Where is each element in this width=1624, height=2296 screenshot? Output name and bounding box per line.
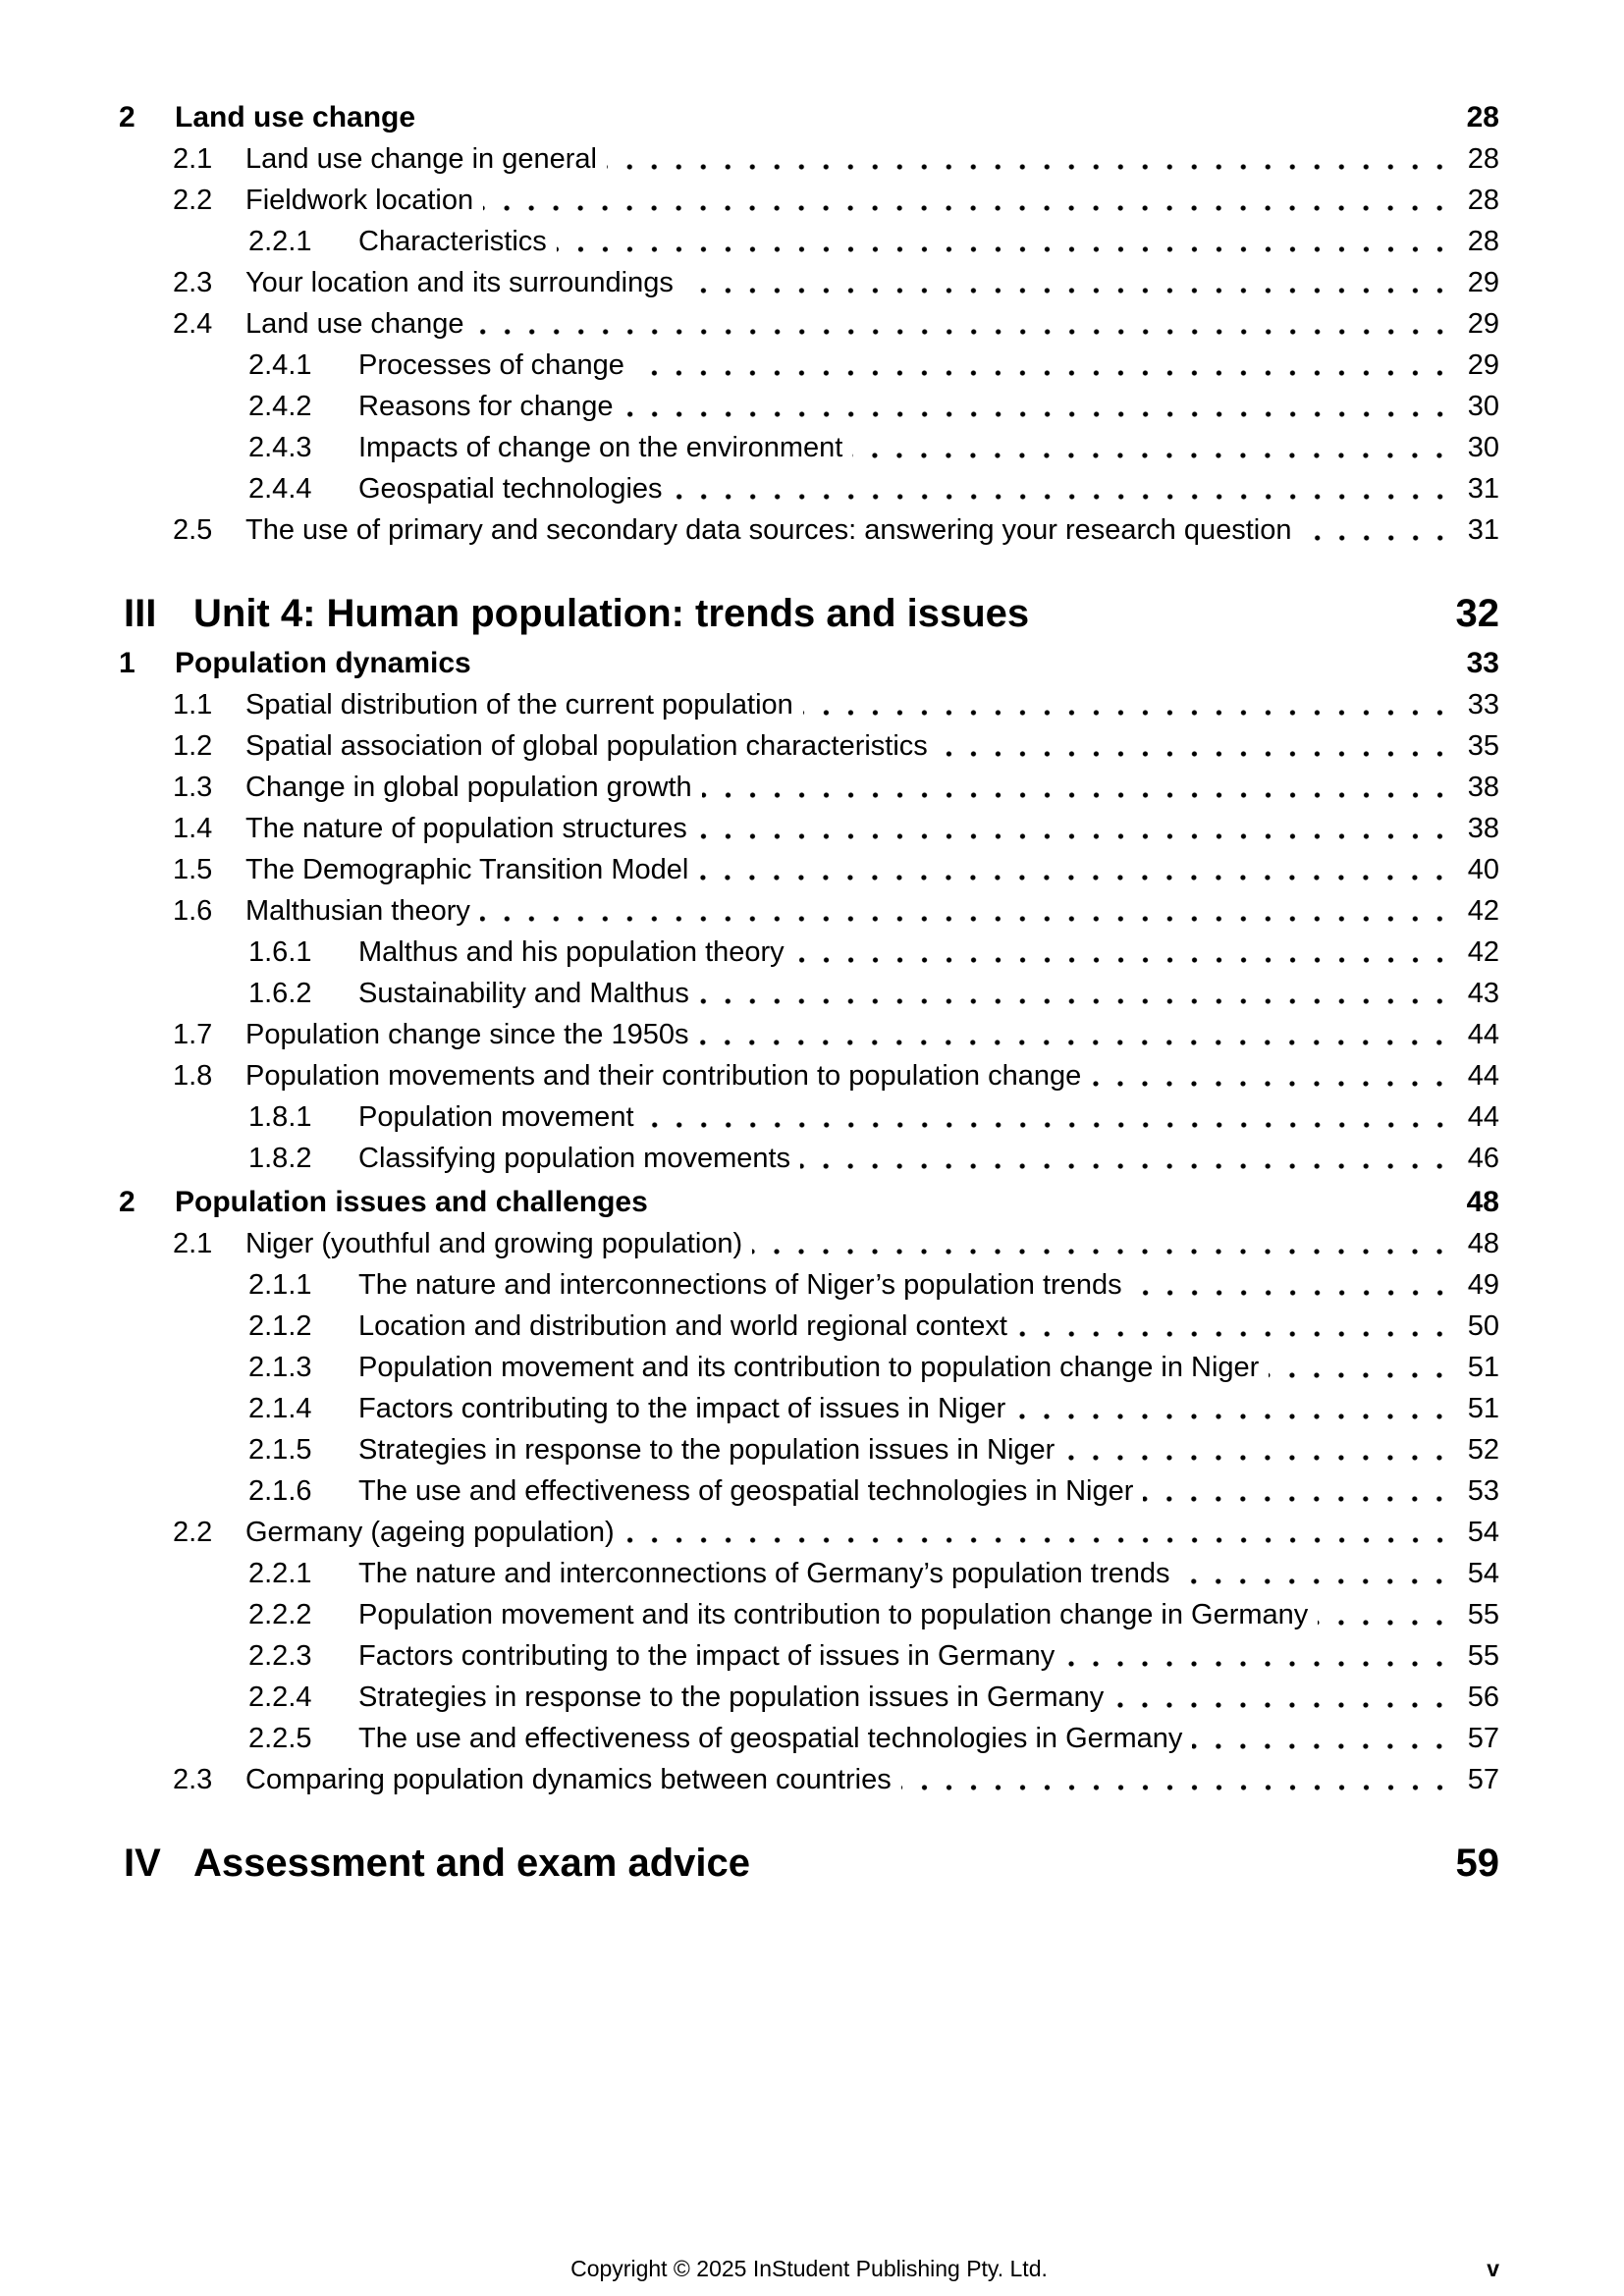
toc-entry[interactable]	[0, 767, 1624, 808]
dot-leader	[800, 1138, 1454, 1179]
toc-entry-number: III	[124, 592, 157, 635]
copyright-text: Copyright © 2025 InStudent Publishing Pty. Ltd.	[570, 2256, 1048, 2281]
dot-leader	[474, 303, 1454, 345]
toc-entry-number: 2.2	[173, 1517, 213, 1548]
dot-leader	[1318, 1594, 1453, 1635]
dot-leader	[1015, 1388, 1453, 1429]
toc-entry-number: 1.7	[173, 1019, 213, 1050]
toc-entry[interactable]	[0, 303, 1624, 345]
toc-entry[interactable]	[0, 1512, 1624, 1553]
folio-page-number: v	[1487, 2256, 1499, 2281]
toc-entry[interactable]	[0, 1635, 1624, 1677]
toc-entry-number: 2.3	[173, 1764, 213, 1795]
toc-entry-number: 2.4	[173, 308, 213, 340]
toc-entry-page: 44	[1467, 1019, 1499, 1050]
dot-leader	[752, 1223, 1454, 1264]
toc-entry[interactable]	[0, 1223, 1624, 1264]
toc-entry-label: Strategies in response to the population issues in Niger	[358, 1434, 1056, 1466]
dot-leader	[699, 973, 1454, 1014]
dot-leader	[1113, 1677, 1453, 1718]
dot-leader	[1179, 1553, 1453, 1594]
toc-entry-label: Population change since the 1950s	[245, 1019, 689, 1050]
toc-entry[interactable]	[0, 890, 1624, 932]
toc-entry-label: Population movement	[358, 1101, 634, 1133]
dot-leader	[673, 468, 1454, 509]
toc-entry-number: 2.2.5	[248, 1723, 312, 1754]
toc-entry-page: 31	[1467, 514, 1499, 546]
toc-entry[interactable]	[0, 1677, 1624, 1718]
toc-entry[interactable]	[0, 1306, 1624, 1347]
toc-entry-label: Spatial association of global population characteristics	[245, 730, 928, 762]
toc-entry[interactable]	[0, 1014, 1624, 1055]
toc-entry-page: 28	[1467, 143, 1499, 175]
toc-entry-number: 1.6.1	[248, 936, 312, 968]
toc-entry-page: 53	[1467, 1475, 1499, 1507]
toc-entry-page: 32	[1455, 592, 1499, 635]
toc-entry-page: 49	[1467, 1269, 1499, 1301]
toc-entry-number: 1.5	[173, 854, 213, 885]
toc-entry-page: 56	[1467, 1682, 1499, 1713]
dot-leader	[557, 221, 1454, 262]
toc-entry[interactable]	[0, 973, 1624, 1014]
toc-entry-number: 2.2.1	[248, 1558, 312, 1589]
toc-entry-number: 2.3	[173, 267, 213, 298]
toc-entry-page: 35	[1467, 730, 1499, 762]
toc-entry-number: 1	[119, 647, 135, 679]
toc-entry-number: 2.2.1	[248, 226, 312, 257]
toc-entry-label: Population movements and their contribution to population change	[245, 1060, 1082, 1092]
toc-entry-page: 42	[1467, 895, 1499, 927]
toc-entry-number: 2.1	[173, 143, 213, 175]
toc-entry-number: 2.1.4	[248, 1393, 312, 1424]
toc-entry-label: Malthus and his population theory	[358, 936, 785, 968]
toc-entry-page: 40	[1467, 854, 1499, 885]
toc-entry-label: Factors contributing to the impact of issues in Niger	[358, 1393, 1006, 1424]
toc-entry-label: Change in global population growth	[245, 772, 692, 803]
toc-entry-number: 2.5	[173, 514, 213, 546]
toc-entry-label: Spatial distribution of the current population	[245, 689, 793, 721]
toc-entry-number: 1.8	[173, 1060, 213, 1092]
toc-entry[interactable]	[0, 1759, 1624, 1800]
toc-entry-label: Malthusian theory	[245, 895, 470, 927]
toc-entry-label: Impacts of change on the environment	[358, 432, 843, 463]
toc-entry-label: Comparing population dynamics between countries	[245, 1764, 892, 1795]
toc-entry-number: 2	[119, 101, 135, 133]
toc-entry-page: 28	[1466, 101, 1499, 133]
toc-entry-label: Geospatial technologies	[358, 473, 663, 505]
toc-entry-page: 44	[1467, 1101, 1499, 1133]
toc-entry-page: 29	[1467, 349, 1499, 381]
toc-entry[interactable]	[0, 138, 1624, 180]
toc-entry-page: 57	[1467, 1764, 1499, 1795]
dot-leader	[702, 767, 1454, 808]
toc-entry-number: 2.4.1	[248, 349, 312, 381]
toc-entry-page: 33	[1467, 689, 1499, 721]
toc-entry[interactable]	[0, 1594, 1624, 1635]
toc-entry-label: Classifying population movements	[358, 1143, 791, 1174]
toc-entry-label: Factors contributing to the impact of issues in Germany	[358, 1640, 1056, 1672]
toc-entry-label: Sustainability and Malthus	[358, 978, 689, 1009]
toc-entry-page: 54	[1467, 1558, 1499, 1589]
toc-entry-page: 55	[1467, 1640, 1499, 1672]
toc-entry-page: 30	[1467, 391, 1499, 422]
toc-entry-number: 2.2.4	[248, 1682, 312, 1713]
toc-entry-page: 33	[1466, 647, 1499, 679]
toc-entry-number: IV	[124, 1842, 161, 1885]
toc-entry-label: The use of primary and secondary data sources: answering your research question	[245, 514, 1292, 546]
toc-entry[interactable]	[0, 643, 1624, 684]
toc-entry[interactable]	[0, 808, 1624, 849]
toc-entry-page: 28	[1467, 226, 1499, 257]
toc-entry[interactable]	[0, 1429, 1624, 1470]
dot-leader	[1132, 1264, 1454, 1306]
toc-entry-label: Location and distribution and world regional context	[358, 1310, 1007, 1342]
toc-entry-number: 1.4	[173, 813, 213, 844]
dot-leader	[624, 1512, 1454, 1553]
dot-leader	[697, 808, 1454, 849]
toc-entry[interactable]	[0, 427, 1624, 468]
toc-entry-page: 44	[1467, 1060, 1499, 1092]
toc-entry[interactable]	[0, 932, 1624, 973]
toc-entry[interactable]	[0, 1388, 1624, 1429]
toc-entry-page: 48	[1467, 1228, 1499, 1259]
toc-entry-number: 2.1.6	[248, 1475, 312, 1507]
toc-entry[interactable]	[0, 1096, 1624, 1138]
toc-entry[interactable]	[0, 221, 1624, 262]
toc-entry-label: The nature and interconnections of Germany’s population trends	[358, 1558, 1170, 1589]
toc-entry[interactable]	[0, 345, 1624, 386]
toc-entry-page: 38	[1467, 772, 1499, 803]
dot-leader	[1302, 509, 1454, 551]
dot-leader	[607, 138, 1454, 180]
toc-entry[interactable]	[0, 1182, 1624, 1223]
dot-leader	[852, 427, 1453, 468]
toc-entry-label: Population dynamics	[175, 647, 471, 679]
toc-entry[interactable]	[0, 849, 1624, 890]
dot-leader	[623, 386, 1454, 427]
toc-entry-number: 2.2.3	[248, 1640, 312, 1672]
toc-entry-label: Fieldwork location	[245, 185, 474, 216]
toc-entry-label: The nature of population structures	[245, 813, 687, 844]
dot-leader	[1091, 1055, 1453, 1096]
toc-entry-page: 38	[1467, 813, 1499, 844]
toc-entry-label: Land use change	[245, 308, 464, 340]
toc-entry-page: 29	[1467, 308, 1499, 340]
toc-entry-label: Reasons for change	[358, 391, 614, 422]
toc-entry-page: 42	[1467, 936, 1499, 968]
dot-leader	[698, 1014, 1453, 1055]
toc-entry-number: 1.6	[173, 895, 213, 927]
toc-entry[interactable]	[0, 468, 1624, 509]
toc-entry[interactable]	[0, 1718, 1624, 1759]
toc-entry-number: 2.4.3	[248, 432, 312, 463]
dot-leader	[938, 725, 1454, 767]
toc-entry-label: Characteristics	[358, 226, 547, 257]
toc-entry[interactable]	[0, 725, 1624, 767]
toc-entry-label: Population issues and challenges	[175, 1186, 648, 1218]
dot-leader	[1143, 1470, 1453, 1512]
toc-entry-label: Your location and its surroundings	[245, 267, 674, 298]
toc-entry-page: 59	[1455, 1842, 1499, 1885]
dot-leader	[698, 849, 1453, 890]
toc-entry-label: Germany (ageing population)	[245, 1517, 615, 1548]
toc-entry-number: 2.2	[173, 185, 213, 216]
toc-entry-label: The Demographic Transition Model	[245, 854, 689, 885]
toc-entry[interactable]	[0, 1347, 1624, 1388]
toc-entry-page: 31	[1467, 473, 1499, 505]
toc-entry-page: 52	[1467, 1434, 1499, 1466]
dot-leader	[1017, 1306, 1454, 1347]
toc-entry-label: Population movement and its contribution to population change in Niger	[358, 1352, 1260, 1383]
toc-entry-label: The use and effectiveness of geospatial technologies in Niger	[358, 1475, 1134, 1507]
dot-leader	[803, 684, 1454, 725]
toc-entry-number: 2.1.2	[248, 1310, 312, 1342]
toc-entry-number: 2.2.2	[248, 1599, 312, 1630]
toc-entry-number: 1.8.2	[248, 1143, 312, 1174]
toc-entry[interactable]	[0, 1470, 1624, 1512]
toc-entry[interactable]	[0, 509, 1624, 551]
toc-entry-label: Niger (youthful and growing population)	[245, 1228, 743, 1259]
toc-entry[interactable]	[0, 386, 1624, 427]
toc-entry-page: 55	[1467, 1599, 1499, 1630]
toc-entry-label: Population movement and its contribution to population change in Germany	[358, 1599, 1309, 1630]
toc-entry-label: Land use change	[175, 101, 416, 133]
dot-leader	[634, 345, 1454, 386]
toc-entry-number: 1.2	[173, 730, 213, 762]
toc-entry-page: 51	[1467, 1393, 1499, 1424]
dot-leader	[1192, 1718, 1453, 1759]
dot-leader	[683, 262, 1454, 303]
dot-leader	[1269, 1347, 1453, 1388]
toc-entry[interactable]	[0, 586, 1624, 641]
toc-entry-number: 2.1.1	[248, 1269, 312, 1301]
toc-entry[interactable]	[0, 262, 1624, 303]
dot-leader	[1064, 1635, 1454, 1677]
toc-entry-number: 2.4.4	[248, 473, 312, 505]
toc-entry[interactable]	[0, 1836, 1624, 1891]
toc-entry-label: Processes of change	[358, 349, 624, 381]
toc-entry-page: 43	[1467, 978, 1499, 1009]
toc-entry[interactable]	[0, 1553, 1624, 1594]
toc-entry-number: 1.8.1	[248, 1101, 312, 1133]
toc-entry-number: 1.1	[173, 689, 213, 721]
dot-leader	[794, 932, 1454, 973]
toc-entry-page: 28	[1467, 185, 1499, 216]
toc-entry[interactable]	[0, 1138, 1624, 1179]
toc-entry-number: 2.4.2	[248, 391, 312, 422]
toc-entry-label: The nature and interconnections of Niger’s population trends	[358, 1269, 1122, 1301]
dot-leader	[480, 890, 1454, 932]
toc-entry-label: Assessment and exam advice	[193, 1842, 750, 1885]
toc-entry-label: Land use change in general	[245, 143, 597, 175]
dot-leader	[1064, 1429, 1453, 1470]
dot-leader	[901, 1759, 1454, 1800]
toc-entry-page: 57	[1467, 1723, 1499, 1754]
toc-entry-page: 48	[1466, 1186, 1499, 1218]
page-footer	[119, 2251, 1499, 2282]
toc-entry[interactable]	[0, 1055, 1624, 1096]
toc-entry-label: Unit 4: Human population: trends and issues	[193, 592, 1030, 635]
toc-entry-page: 50	[1467, 1310, 1499, 1342]
toc-entry-number: 2.1.3	[248, 1352, 312, 1383]
toc-entry-number: 2.1	[173, 1228, 213, 1259]
toc-entry-number: 2	[119, 1186, 135, 1218]
toc-entry[interactable]	[0, 684, 1624, 725]
toc-entry-number: 2.1.5	[248, 1434, 312, 1466]
toc-entry[interactable]	[0, 180, 1624, 221]
toc-entry-number: 1.3	[173, 772, 213, 803]
toc-entry-label: The use and effectiveness of geospatial technologies in Germany	[358, 1723, 1183, 1754]
toc-entry-number: 1.6.2	[248, 978, 312, 1009]
toc-entry-page: 51	[1467, 1352, 1499, 1383]
dot-leader	[644, 1096, 1454, 1138]
toc-entry-page: 29	[1467, 267, 1499, 298]
toc-entry-page: 30	[1467, 432, 1499, 463]
toc-entry[interactable]	[0, 97, 1624, 138]
toc-entry[interactable]	[0, 1264, 1624, 1306]
toc-entry-page: 46	[1467, 1143, 1499, 1174]
toc-entry-label: Strategies in response to the population issues in Germany	[358, 1682, 1105, 1713]
toc-entry-page: 54	[1467, 1517, 1499, 1548]
dot-leader	[483, 180, 1454, 221]
